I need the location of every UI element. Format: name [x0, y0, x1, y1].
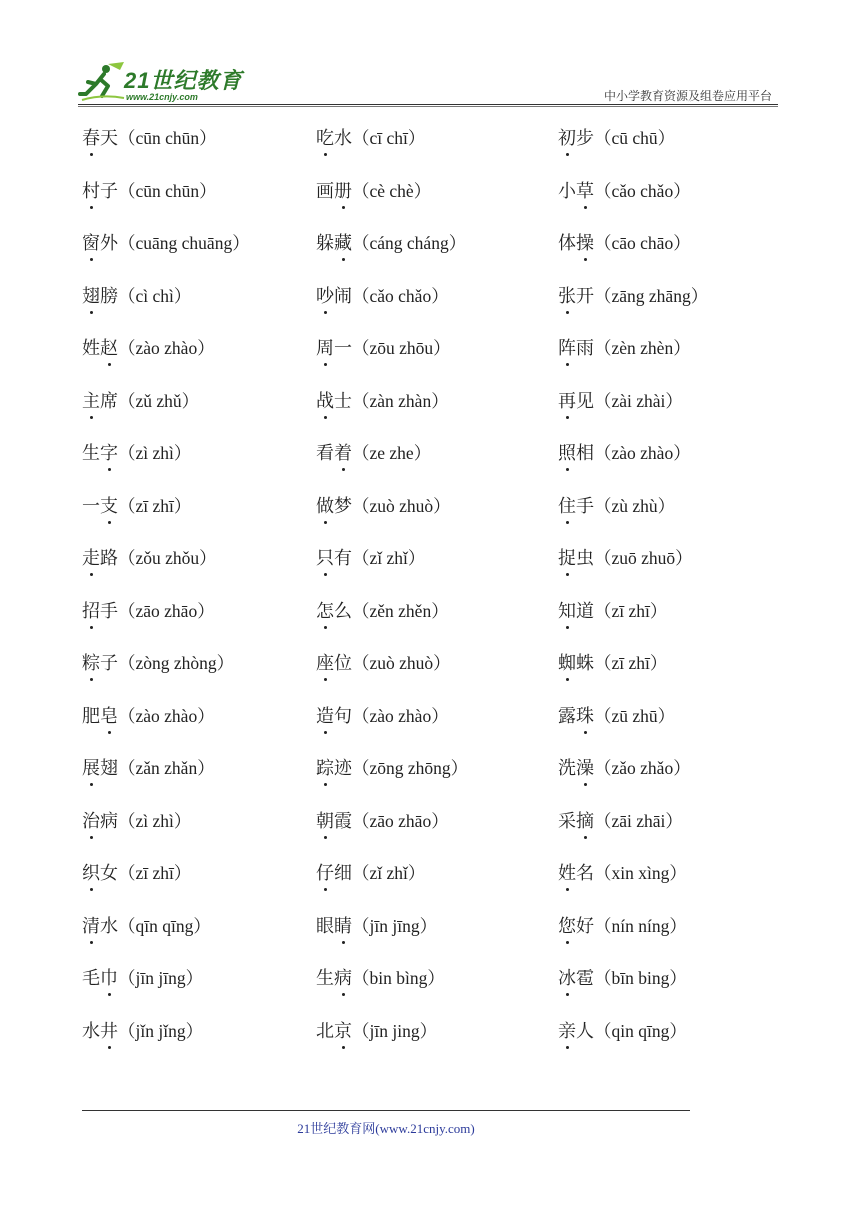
- pinyin-choices: （zèn zhèn）: [594, 338, 691, 358]
- vocab-entry: [558, 544, 693, 570]
- vocab-entry: [316, 649, 451, 675]
- vocab-row: [0, 585, 860, 637]
- character: 生: [316, 968, 334, 989]
- character: 有: [334, 548, 352, 569]
- vocab-word: [316, 653, 352, 674]
- dotted-character: 睛: [334, 912, 352, 938]
- character: 句: [334, 705, 352, 727]
- pinyin-choices: （cūn chūn）: [118, 180, 217, 201]
- dotted-character: 井: [100, 1017, 118, 1043]
- vocab-word: [316, 338, 352, 359]
- pinyin-choices: （cè chè）: [352, 180, 432, 201]
- pinyin-choices: （zù zhù）: [594, 495, 676, 516]
- character: 位: [334, 653, 352, 674]
- dotted-character: 踪: [316, 754, 334, 780]
- vocab-word: [558, 181, 594, 202]
- pinyin-choices: （cāo chāo）: [594, 233, 691, 253]
- vocab-entry: [82, 702, 215, 728]
- pinyin-choices: （zào zhào）: [352, 705, 449, 726]
- vocab-word: [316, 496, 352, 517]
- pinyin-choices: （bīn bing）: [594, 968, 687, 988]
- character: 虫: [576, 548, 594, 569]
- vocab-word: [82, 653, 118, 674]
- vocab-entry: [558, 702, 675, 728]
- vocab-entry: [82, 334, 215, 360]
- pinyin-choices: （zuō zhuō）: [594, 548, 693, 568]
- pinyin-choices: （jīn jīng）: [118, 968, 204, 988]
- character: 子: [100, 653, 118, 674]
- pinyin-choices: （cūn chūn）: [118, 128, 217, 148]
- dotted-character: 字: [100, 439, 118, 465]
- vocab-word: [558, 443, 594, 464]
- pinyin-choices: （zài zhài）: [594, 390, 683, 411]
- vocab-word: [82, 811, 118, 832]
- dotted-character: 朝: [316, 807, 334, 833]
- pinyin-choices: （zū zhū）: [594, 705, 676, 726]
- vocab-word: [316, 1021, 352, 1042]
- vocab-word: [82, 1021, 118, 1042]
- dotted-character: 捉: [558, 544, 576, 570]
- vocab-row: [0, 742, 860, 794]
- vocab-word: [558, 653, 594, 674]
- vocab-word: [82, 128, 118, 149]
- pinyin-choices: （zào zhào）: [594, 443, 691, 463]
- pinyin-choices: （zāng zhāng）: [594, 285, 709, 306]
- vocab-word: [558, 128, 594, 149]
- dotted-character: 冰: [558, 964, 576, 990]
- dotted-character: 京: [334, 1017, 352, 1043]
- vocab-entry: [558, 964, 687, 990]
- character: 闹: [334, 285, 352, 307]
- character: 翅: [100, 758, 118, 779]
- dotted-character: 张: [558, 282, 576, 308]
- pinyin-choices: （ze zhe）: [352, 443, 432, 463]
- logo: [78, 60, 248, 104]
- vocab-row: [0, 427, 860, 479]
- platform-slogan: 中小学教育资源及组卷应用平台: [603, 89, 772, 103]
- vocab-word: [316, 968, 352, 989]
- dotted-character: 织: [82, 859, 100, 885]
- vocab-word: [316, 548, 352, 569]
- dotted-character: 赵: [100, 334, 118, 360]
- dotted-character: 走: [82, 544, 100, 570]
- vocab-word: [316, 286, 352, 307]
- vocab-entry: [82, 597, 215, 623]
- vocab-word: [82, 916, 118, 937]
- vocab-word: [82, 338, 118, 359]
- dotted-character: 造: [316, 702, 334, 728]
- character: 人: [576, 1020, 594, 1042]
- pinyin-choices: （cī chī）: [352, 128, 426, 148]
- character: 道: [576, 600, 594, 622]
- header-rule-thin: [78, 106, 778, 107]
- vocab-word: [558, 548, 594, 569]
- vocab-entry: [558, 387, 683, 413]
- pinyin-choices: （bin bìng）: [352, 968, 445, 988]
- pinyin-choices: （qin qīng）: [594, 1020, 687, 1041]
- dotted-character: 窗: [82, 229, 100, 255]
- pinyin-choices: （cuāng chuāng）: [118, 233, 250, 253]
- pinyin-choices: （zì zhì）: [118, 443, 192, 463]
- vocab-row: [0, 322, 860, 374]
- character: 相: [576, 443, 594, 464]
- vocab-word: [82, 391, 118, 412]
- vocab-entry: [316, 229, 466, 255]
- dotted-character: 照: [558, 439, 576, 465]
- vocab-word: [316, 601, 352, 622]
- dotted-character: 做: [316, 492, 334, 518]
- dotted-character: 藏: [334, 229, 352, 255]
- vocab-entry: [316, 754, 468, 780]
- pinyin-choices: （jǐn jǐng）: [118, 1020, 204, 1041]
- vocab-row: [0, 847, 860, 899]
- vocab-entry: [82, 807, 191, 833]
- dotted-character: 亲: [558, 1017, 576, 1043]
- pinyin-choices: （zǎn zhǎn）: [118, 758, 215, 778]
- vocab-entry: [82, 649, 234, 675]
- vocab-entry: [82, 282, 191, 308]
- vocab-row: [0, 532, 860, 584]
- vocab-entry: [558, 754, 691, 780]
- vocab-entry: [316, 807, 449, 833]
- character: 席: [100, 390, 118, 412]
- dotted-character: 住: [558, 492, 576, 518]
- pinyin-choices: （zào zhào）: [118, 338, 215, 358]
- vocab-word: [558, 496, 594, 517]
- vocab-entry: [82, 1017, 203, 1043]
- vocab-entry: [558, 912, 687, 938]
- character: 姓: [82, 338, 100, 359]
- vocab-row: [0, 112, 860, 164]
- vocab-word: [82, 706, 118, 727]
- dotted-character: 您: [558, 912, 576, 938]
- vocab-word: [558, 601, 594, 622]
- vocab-word: [82, 181, 118, 202]
- pinyin-choices: （zāo zhāo）: [352, 810, 449, 831]
- vocab-word: [558, 706, 594, 727]
- vocab-word: [82, 286, 118, 307]
- vocab-word: [558, 758, 594, 779]
- pinyin-choices: （zěn zhěn）: [352, 600, 449, 621]
- character: 士: [334, 390, 352, 412]
- pinyin-choices: （jīn jing）: [352, 1020, 438, 1041]
- dotted-character: 姓: [558, 859, 576, 885]
- vocab-row: [0, 690, 860, 742]
- character: 水: [82, 1020, 100, 1042]
- vocab-word: [558, 811, 594, 832]
- dotted-character: 初: [558, 124, 576, 150]
- character: 画: [316, 180, 334, 202]
- character: 梦: [334, 495, 352, 517]
- dotted-character: 村: [82, 177, 100, 203]
- character: 眼: [316, 915, 334, 937]
- vocab-entry: [316, 177, 431, 203]
- character: 么: [334, 600, 352, 622]
- character: 一: [334, 338, 352, 359]
- character: 膀: [100, 285, 118, 307]
- character: 子: [100, 180, 118, 202]
- vocab-entry: [316, 1017, 437, 1043]
- vocab-word: [316, 443, 352, 464]
- vocab-word: [558, 968, 594, 989]
- character: 体: [558, 233, 576, 254]
- character: 外: [100, 233, 118, 254]
- character: 手: [576, 495, 594, 517]
- character: 看: [316, 443, 334, 464]
- dotted-character: 春: [82, 124, 100, 150]
- pinyin-choices: （zǒu zhǒu）: [118, 548, 217, 568]
- pinyin-choices: （zì zhì）: [118, 810, 192, 831]
- dotted-character: 战: [316, 387, 334, 413]
- character: 迹: [334, 758, 352, 779]
- logo-text: 21世纪教育: [124, 68, 243, 93]
- vocab-entry: [82, 439, 191, 465]
- vocab-word: [82, 443, 118, 464]
- runner-icon: [78, 60, 126, 104]
- vocab-word: [82, 601, 118, 622]
- vocab-entry: [316, 544, 425, 570]
- dotted-character: 草: [576, 177, 594, 203]
- dotted-character: 知: [558, 597, 576, 623]
- vocab-entry: [82, 124, 217, 150]
- vocab-word: [82, 233, 118, 254]
- vocab-word: [558, 916, 594, 937]
- dotted-character: 蜘: [558, 649, 576, 675]
- vocab-word: [558, 338, 594, 359]
- vocab-word: [316, 811, 352, 832]
- pinyin-choices: （zǎo zhǎo）: [594, 758, 691, 778]
- vocab-entry: [316, 492, 451, 518]
- vocab-word: [316, 758, 352, 779]
- vocab-word: [82, 496, 118, 517]
- dotted-character: 册: [334, 177, 352, 203]
- vocab-row: [0, 1005, 860, 1057]
- page-header: [78, 58, 778, 106]
- vocab-entry: [316, 282, 449, 308]
- character: 水: [100, 915, 118, 937]
- vocab-row: [0, 952, 860, 1004]
- vocab-entry: [558, 229, 691, 255]
- vocab-entry: [558, 492, 675, 518]
- character: 细: [334, 863, 352, 884]
- pinyin-choices: （qīn qīng）: [118, 915, 211, 936]
- pinyin-choices: （cǎo chǎo）: [352, 285, 449, 306]
- dotted-character: 招: [82, 597, 100, 623]
- vocab-word: [82, 548, 118, 569]
- character: 路: [100, 548, 118, 569]
- character: 女: [100, 863, 118, 884]
- dotted-character: 翅: [82, 282, 100, 308]
- dotted-character: 皂: [100, 702, 118, 728]
- pinyin-choices: （zǐ zhǐ）: [352, 548, 426, 568]
- pinyin-choices: （zāo zhāo）: [118, 600, 215, 621]
- pinyin-choices: （cì chì）: [118, 285, 192, 306]
- character: 小: [558, 180, 576, 202]
- character: 步: [576, 128, 594, 149]
- dotted-character: 吃: [316, 124, 334, 150]
- vocab-entry: [316, 702, 449, 728]
- vocab-entry: [316, 124, 425, 150]
- character: 北: [316, 1020, 334, 1042]
- vocab-word: [316, 128, 352, 149]
- vocab-word: [558, 233, 594, 254]
- vocab-row: [0, 900, 860, 952]
- dotted-character: 清: [82, 912, 100, 938]
- character: 天: [100, 128, 118, 149]
- vocab-entry: [316, 859, 425, 885]
- pinyin-choices: （zàn zhàn）: [352, 390, 449, 411]
- vocab-entry: [316, 387, 449, 413]
- dotted-character: 珠: [576, 702, 594, 728]
- character: 毛: [82, 968, 100, 989]
- pinyin-choices: （zōu zhōu）: [352, 338, 451, 358]
- pinyin-choices: （zī zhī）: [594, 600, 668, 621]
- character: 见: [576, 390, 594, 412]
- vocab-row: [0, 795, 860, 847]
- dotted-character: 巾: [100, 964, 118, 990]
- dotted-character: 再: [558, 387, 576, 413]
- vocab-entry: [558, 282, 708, 308]
- dotted-character: 座: [316, 649, 334, 675]
- footer-source: 21世纪教育网(www.21cnjy.com): [297, 1121, 475, 1136]
- vocab-word: [316, 863, 352, 884]
- pinyin-choices: （zòng zhòng）: [118, 653, 235, 673]
- dotted-character: 怎: [316, 597, 334, 623]
- vocab-word: [316, 233, 352, 254]
- vocab-entry: [316, 439, 431, 465]
- character: 病: [100, 810, 118, 832]
- vocab-word: [558, 1021, 594, 1042]
- vocab-word: [558, 286, 594, 307]
- vocab-entry: [558, 1017, 687, 1043]
- character: 肥: [82, 705, 100, 727]
- vocab-word: [316, 706, 352, 727]
- vocab-entry: [316, 912, 437, 938]
- character: 好: [576, 915, 594, 937]
- footer-rule: [82, 1110, 690, 1111]
- dotted-character: 澡: [576, 754, 594, 780]
- header-rule: [78, 104, 778, 105]
- vocab-word: [82, 863, 118, 884]
- pinyin-choices: （zuò zhuò）: [352, 653, 451, 673]
- vocab-entry: [82, 177, 217, 203]
- logo-url: www.21cnjy.com: [126, 92, 198, 102]
- vocab-entry: [316, 597, 449, 623]
- vocab-entry: [82, 229, 250, 255]
- dotted-character: 主: [82, 387, 100, 413]
- pinyin-choices: （cū chū）: [594, 128, 676, 148]
- pinyin-choices: （zī zhī）: [594, 653, 668, 673]
- dotted-character: 粽: [82, 649, 100, 675]
- character: 洗: [558, 758, 576, 779]
- vocab-entry: [316, 964, 445, 990]
- vocab-word: [316, 181, 352, 202]
- pinyin-choices: （zào zhào）: [118, 705, 215, 726]
- dotted-character: 展: [82, 754, 100, 780]
- vocab-entry: [558, 859, 687, 885]
- vocab-row: [0, 217, 860, 269]
- character: 采: [558, 810, 576, 832]
- vocab-entry: [82, 912, 211, 938]
- vocab-entry: [558, 439, 691, 465]
- pinyin-choices: （zī zhī）: [118, 863, 192, 883]
- character: 名: [576, 863, 594, 884]
- pinyin-choices: （zuò zhuò）: [352, 495, 451, 516]
- dotted-character: 着: [334, 439, 352, 465]
- character: 雨: [576, 338, 594, 359]
- vocab-entry: [82, 964, 203, 990]
- dotted-character: 仔: [316, 859, 334, 885]
- dotted-character: 治: [82, 807, 100, 833]
- dotted-character: 病: [334, 964, 352, 990]
- vocab-word: [316, 391, 352, 412]
- vocab-row: [0, 375, 860, 427]
- pinyin-choices: （jīn jīng）: [352, 915, 438, 936]
- character: 雹: [576, 968, 594, 989]
- pinyin-choices: （cǎo chǎo）: [594, 180, 691, 201]
- pinyin-choices: （zōng zhōng）: [352, 758, 469, 778]
- vocab-entry: [558, 597, 667, 623]
- character: 躲: [316, 233, 334, 254]
- character: 生: [82, 443, 100, 464]
- vocab-row: [0, 165, 860, 217]
- pinyin-choices: （zǔ zhǔ）: [118, 390, 200, 411]
- vocab-entry: [558, 334, 691, 360]
- vocab-entry: [558, 807, 683, 833]
- vocab-row: [0, 637, 860, 689]
- dotted-character: 支: [100, 492, 118, 518]
- vocab-word: [82, 968, 118, 989]
- character: 蛛: [576, 653, 594, 674]
- dotted-character: 操: [576, 229, 594, 255]
- character: 水: [334, 128, 352, 149]
- dotted-character: 摘: [576, 807, 594, 833]
- character: 霞: [334, 810, 352, 832]
- dotted-character: 只: [316, 544, 334, 570]
- pinyin-choices: （nín níng）: [594, 915, 687, 936]
- pinyin-choices: （zī zhī）: [118, 495, 192, 516]
- vocab-entry: [558, 649, 667, 675]
- pinyin-choices: （zǐ zhǐ）: [352, 863, 426, 883]
- vocab-entry: [82, 492, 191, 518]
- dotted-character: 周: [316, 334, 334, 360]
- vocab-word: [82, 758, 118, 779]
- dotted-character: 阵: [558, 334, 576, 360]
- pinyin-choices: （zāi zhāi）: [594, 810, 683, 831]
- character: 手: [100, 600, 118, 622]
- character: 开: [576, 285, 594, 307]
- character: 一: [82, 495, 100, 517]
- vocab-entry: [82, 859, 191, 885]
- vocab-word: [316, 916, 352, 937]
- character: 露: [558, 705, 576, 727]
- vocab-entry: [558, 177, 691, 203]
- pinyin-choices: （xin xìng）: [594, 863, 687, 883]
- vocab-row: [0, 270, 860, 322]
- vocabulary-grid: [0, 112, 860, 1052]
- vocab-word: [558, 863, 594, 884]
- pinyin-choices: （cáng cháng）: [352, 233, 467, 253]
- vocab-entry: [82, 544, 217, 570]
- vocab-entry: [316, 334, 451, 360]
- vocab-entry: [82, 754, 215, 780]
- vocab-entry: [558, 124, 675, 150]
- dotted-character: 吵: [316, 282, 334, 308]
- vocab-row: [0, 480, 860, 532]
- vocab-entry: [82, 387, 199, 413]
- vocab-word: [558, 391, 594, 412]
